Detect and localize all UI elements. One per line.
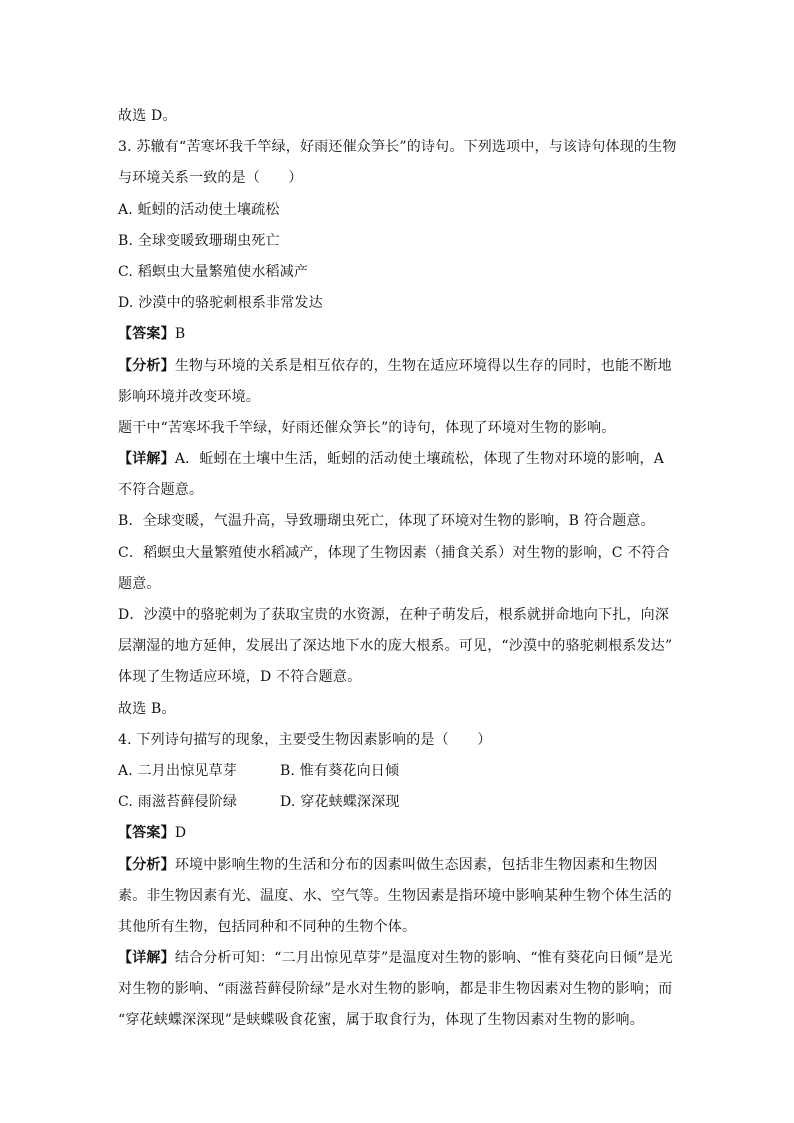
q3-detail-c-line2: 题意。 bbox=[118, 575, 161, 592]
q3-analysis-line3: 题干中“苦寒坏我千竿绿，好雨还催众笋长”的诗句，体现了环境对生物的影响。 bbox=[118, 419, 616, 436]
q3-answer bbox=[118, 319, 678, 350]
q3-answer-value: B bbox=[174, 326, 186, 343]
q3-detail-b: B．全球变暖，气温升高，导致珊瑚虫死亡，体现了环境对生物的影响，B 符合题意。 bbox=[118, 513, 655, 530]
q4-option-d: D. 穿花蛱蝶深深现 bbox=[280, 794, 400, 811]
q3-analysis-line1 bbox=[118, 351, 678, 382]
q3-option-a: A. 蚯蚓的活动使土壤疏松 bbox=[118, 201, 280, 218]
q4-option-c: C. 雨滋苔藓侵阶绿 bbox=[118, 794, 238, 811]
q4-detail-tag: 【详解】 bbox=[118, 950, 175, 967]
q4-options-row2 bbox=[118, 787, 678, 818]
q3-analysis-tag: 【分析】 bbox=[118, 357, 175, 374]
q4-options-row1 bbox=[118, 756, 678, 787]
q4-analysis-line1 bbox=[118, 850, 678, 881]
prev-conclusion: 故选 D。 bbox=[118, 108, 177, 124]
q3-detail-a-line1 bbox=[118, 444, 678, 475]
q3-analysis-text: 生物与环境的关系是相互依存的，生物在适应环境得以生存的同时，也能不断地 bbox=[174, 357, 672, 374]
q4-stem: 4. 下列诗句描写的现象，主要受生物因素影响的是（ ） bbox=[118, 731, 492, 748]
q3-detail-d-line1: D．沙漠中的骆驼刺为了获取宝贵的水资源，在种子萌发后，根系就拼命地向下扎，向深 bbox=[118, 607, 670, 623]
q4-answer-tag: 【答案】 bbox=[118, 825, 175, 842]
q4-answer bbox=[118, 818, 678, 849]
q4-detail-line3: “穿花蛱蝶深深现”是蛱蝶吸食花蜜，属于取食行为，体现了生物因素对生物的影响。 bbox=[118, 1012, 644, 1029]
q4-analysis-text: 环境中影响生物的生活和分布的因素叫做生态因素，包括非生物因素和生物因 bbox=[174, 856, 658, 873]
q3-detail-tag: 【详解】 bbox=[118, 451, 175, 468]
q3-detail-a-line2: 不符合题意。 bbox=[118, 482, 204, 499]
q3-detail-a-text: A．蚯蚓在土壤中生活，蚯蚓的活动使土壤疏松，体现了生物对环境的影响，A bbox=[174, 451, 665, 468]
q4-detail-line1 bbox=[118, 943, 678, 974]
q3-detail-d-line3: 体现了生物适应环境，D 不符合题意。 bbox=[118, 669, 362, 686]
q3-detail-d-line2: 层潮湿的地方延伸，发展出了深达地下水的庞大根系。可见，“沙漠中的骆驼刺根系发达” bbox=[118, 638, 673, 655]
q4-analysis-line2: 素。非生物因素有光、温度、水、空气等。生物因素是指环境中影响某种生物个体生活的 bbox=[118, 887, 672, 904]
q3-option-b: B. 全球变暖致珊瑚虫死亡 bbox=[118, 232, 280, 249]
q3-stem-line2: 与环境关系一致的是（ ） bbox=[118, 170, 303, 187]
q4-analysis-tag: 【分析】 bbox=[118, 856, 175, 873]
q4-answer-value: D bbox=[174, 825, 187, 842]
q3-analysis-line2: 影响环境并改变环境。 bbox=[118, 388, 260, 405]
q4-analysis-line3: 其他所有生物，包括同种和不同种的生物个体。 bbox=[118, 918, 417, 935]
q4-option-b: B. 惟有葵花向日倾 bbox=[280, 762, 400, 779]
document-body bbox=[118, 101, 678, 1037]
q4-detail-line2: 对生物的影响、“雨滋苔藓侵阶绿”是水对生物的影响，都是非生物因素对生物的影响；而 bbox=[118, 981, 673, 998]
q3-option-d: D. 沙漠中的骆驼刺根系非常发达 bbox=[118, 295, 323, 312]
q4-option-a: A. 二月出惊见草芽 bbox=[118, 762, 238, 779]
q3-stem-line1: 3. 苏辙有“苦寒坏我千竿绿，好雨还催众笋长”的诗句。下列选项中，与该诗句体现的生物 bbox=[118, 139, 677, 156]
q3-answer-tag: 【答案】 bbox=[118, 326, 175, 343]
q3-option-c: C. 稻螟虫大量繁殖使水稻减产 bbox=[118, 263, 309, 280]
q3-detail-c-line1: C．稻螟虫大量繁殖使水稻减产，体现了生物因素（捕食关系）对生物的影响，C 不符合 bbox=[118, 544, 670, 561]
q3-conclusion: 故选 B。 bbox=[118, 700, 176, 717]
q4-detail-text: 结合分析可知：“二月出惊见草芽”是温度对生物的影响、“惟有葵花向日倾”是光 bbox=[174, 950, 673, 967]
